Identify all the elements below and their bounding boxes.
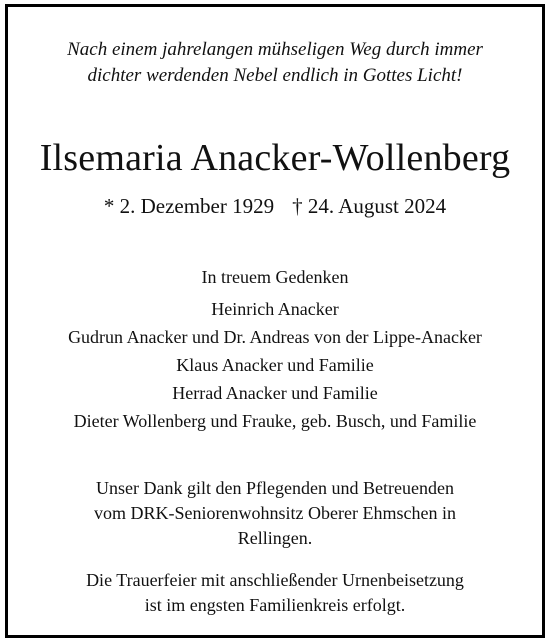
motto-line-2: dichter werdenden Nebel endlich in Gottes Licht!	[87, 65, 463, 86]
thanks-note	[8, 476, 542, 551]
thanks-line-2: vom DRK-Seniorenwohnsitz Oberer Ehmschen in	[94, 503, 456, 523]
motto-quote	[8, 37, 542, 89]
birth-date: * 2. Dezember 1929	[103, 194, 275, 218]
mourner: Herrad Anacker und Familie	[172, 383, 378, 403]
motto-line-1: Nach einem jahrelangen mühseligen Weg durch immer	[67, 39, 483, 60]
thanks-line-3: Rellingen.	[237, 528, 313, 548]
life-dates	[8, 192, 542, 220]
death-date: † 24. August 2024	[292, 194, 447, 218]
memorial-intro: In treuem Gedenken	[201, 267, 349, 287]
mourner: Klaus Anacker und Familie	[176, 355, 374, 375]
thanks-line-1: Unser Dank gilt den Pflegenden und Betreuenden	[96, 478, 454, 498]
mourners-list	[8, 295, 542, 435]
funeral-line-1: Die Trauerfeier mit anschließender Urnenbeisetzung	[86, 570, 464, 590]
funeral-line-2: ist im engsten Familienkreis erfolgt.	[144, 595, 406, 615]
mourner: Heinrich Anacker	[211, 299, 339, 319]
deceased-name: Ilsemaria Anacker-Wollenberg	[39, 137, 511, 179]
notice-frame	[5, 4, 545, 638]
mourner: Dieter Wollenberg und Frauke, geb. Busch, und Familie	[73, 411, 477, 431]
funeral-note	[8, 568, 542, 618]
mourner: Gudrun Anacker und Dr. Andreas von der Lippe-Anacker	[68, 327, 482, 347]
